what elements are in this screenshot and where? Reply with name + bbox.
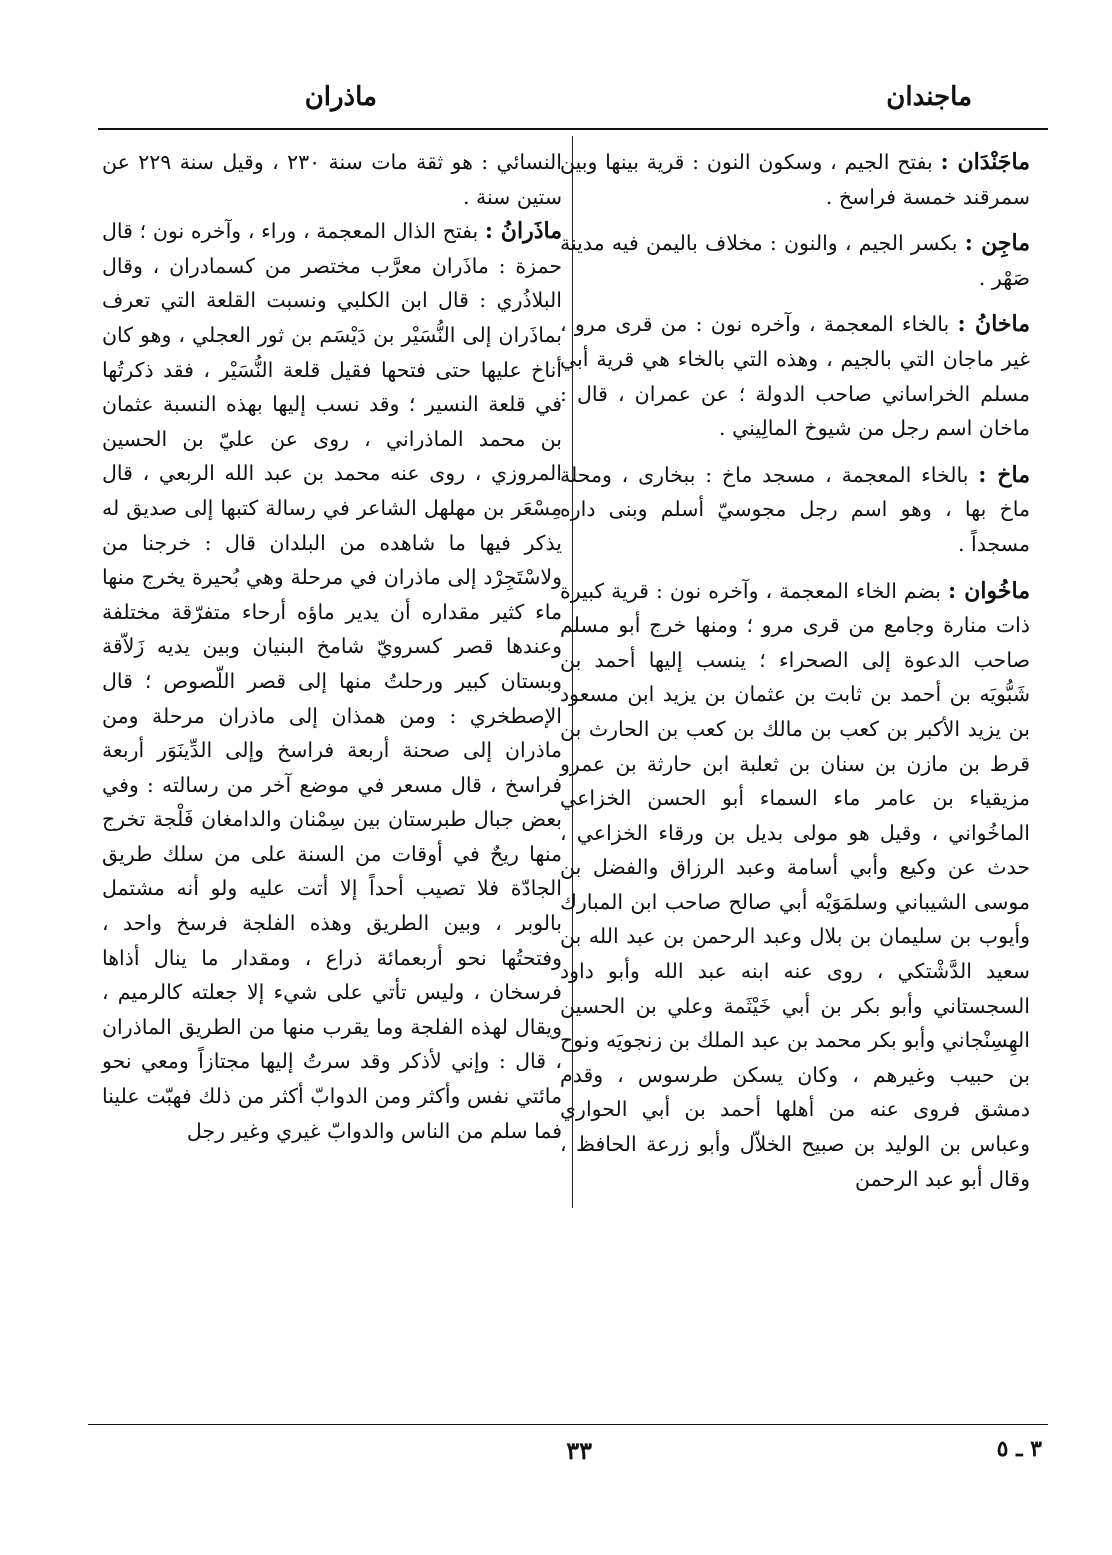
right-column <box>560 145 1030 1208</box>
header-rule <box>98 128 1048 130</box>
footer-rule <box>88 1424 1048 1425</box>
entry-majin <box>560 226 1030 295</box>
entry-text: بالخاء المعجمة ، وآخره نون : من قرى مرو ، غير ماجان التي بالجيم ، وهذه التي بالخاء هي قرية أبي مسلم الخراساني صاحب الدولة ؛ عن عمران ، قال : ماخان اسم رجل من شيوخ المالِيني . <box>560 312 1030 441</box>
signature-mark: ٣ ـ ٥ <box>996 1436 1042 1462</box>
headword: ماخانُ : <box>957 311 1030 338</box>
entry-makhuwan <box>560 574 1030 1197</box>
headword: ماذَرانُ : <box>484 218 562 245</box>
header-title-right: ماجندان <box>886 82 972 112</box>
page-number: ٣٣ <box>566 1436 592 1465</box>
entry-text: بالخاء المعجمة ، مسجد ماخ : ببخارى ، ومحلة ماخ بها ، وهو اسم رجل مجوسيّ أسلم وبنى داره مسجداً . <box>560 462 1030 556</box>
headword: ماجَنْدَان : <box>940 149 1030 175</box>
headword: ماجِن : <box>964 230 1030 257</box>
headword: ماخ : <box>978 461 1030 488</box>
entry-text: بفتح الجيم ، وسكون النون : قرية بينها وبين سمرقند خمسة فراسخ . <box>560 150 1030 209</box>
opening-paragraph: النسائي : هو ثقة مات سنة ٢٣٠ ، وقيل سنة ٢٢٩ عن ستين سنة . <box>102 150 562 209</box>
left-column <box>102 145 562 1160</box>
entry-majandan <box>560 145 1030 214</box>
entry-text: بفتح الذال المعجمة ، وراء ، وآخره نون ؛ قال حمزة : ماذَران معرَّب مختصر من كسمادران ، وقال البلاذُري : قال ابن الكلبي ونسبت القلعة التي تعرف بماذَران إلى النُّسَيْر بن دَيْسَم بن ثور العجلي ، وهو كان أناخ عليها حتى فتحها فقيل قلعة النُّسَيْر ، فقد ذكرتُها في قلعة النسير ؛ وقد نسب إليها بهذه النسبة عثمان بن محمد الماذراني ، روى عن عليّ بن الحسين المروزي ، روى عنه محمد بن عبد الله الربعي ، قال مِسْعَر بن مهلهل الشاعر في رسالة كتبها إلى صديق له يذكر فيها ما شاهده من البلدان قال : خرجنا من ولاسْتَجِرْد إلى ماذران في مرحلة وهي بُحيرة يخرج منها ماء كثير مقداره أن يدير ماؤه أرحاء متفرّقة مختلفة وعندها قصر كسرويّ شامخ البنيان وبين يديه زَلاّقة وبستان كبير ورحلتُ منها إلى قصر اللّصوص ؛ قال الإصطخري : ومن همذان إلى ماذران مرحلة ومن ماذران إلى صحنة أربعة فراسخ وإلى الدِّينَوَر أربعة فراسخ ، قال مسعر في موضع آخر من رسالته : وفي بعض جبال طبرستان بين سِمْنان والدامغان فَلْجة تخرج منها ريحٌ في أوقات من السنة على من سلك طريق الجادّة فلا تصيب أحداً إلا أتت عليه ولو أنه مشتمل بالوبر ، وبين الطريق وهذه الفلجة فرسخ واحد ، وفتحتُها نحو أربعمائة ذراع ، ومقدار ما ينال أذاها فرسخان ، وليس تأتي على شيء إلا جعلته كالرميم ، ويقال لهذه الفلجة وما يقرب منها من الطريق الماذران ، قال : وإني لأذكر وقد سرتُ إليها مجتازاً ومعي نحو مائتي نفس وأكثر ومن الدوابّ أكثر من ذلك فهبّت علينا فما سلم من الناس والدوابّ غيري وغير رجل <box>102 219 562 1143</box>
entry-makh <box>560 458 1030 562</box>
entry-makhan <box>560 307 1030 445</box>
entry-madharan <box>102 214 562 1148</box>
headword: ماخُوان : <box>948 577 1030 604</box>
entry-text: بضم الخاء المعجمة ، وآخره نون : قرية كبيرة ذات منارة وجامع من قرى مرو ؛ ومنها خرج أبو مسلم صاحب الدعوة إلى الصحراء ؛ ينسب إليها أحمد بن شَبُّويَه بن أحمد بن ثابت بن عثمان بن يزيد ابن مسعود بن يزيد الأكبر بن كعب بن مالك بن كعب بن الحارث بن قرط بن مازن بن سنان بن ثعلبة ابن حارثة بن عمرو مزيقياء بن عامر ماء السماء أبو الحسن الخزاعي الماخُواني ، وقيل هو مولى بديل بن ورقاء الخزاعي ، حدث عن وكيع وأبي أسامة وعبد الرزاق والفضل بن موسى الشيباني وسلمَوَيْه أبي صالح صاحب ابن المبارك وأيوب بن سليمان بن بلال وعبد الرحمن بن عبد الله بن سعيد الدَّشْتكي ، روى عنه ابنه عبد الله وأبو داود السجستاني وأبو بكر بن أبي خَيْثَمة وعلي بن الحسين الهِسِنْجاني وأبو بكر محمد بن عبد الملك بن زنجويَه ونوح بن حبيب وغيرهم ، وكان يسكن طرسوس ، وقدم دمشق فروى عنه من أهلها أحمد بن أبي الحواري وعباس بن الوليد بن صبيح الخلاّل وأبو زرعة الحافظ ، وقال أبو عبد الرحمن <box>560 578 1030 1191</box>
entry-text: بكسر الجيم ، والنون : مخلاف باليمن فيه مدينة صَهْر . <box>560 231 1030 290</box>
header-title-left: ماذران <box>304 82 377 112</box>
